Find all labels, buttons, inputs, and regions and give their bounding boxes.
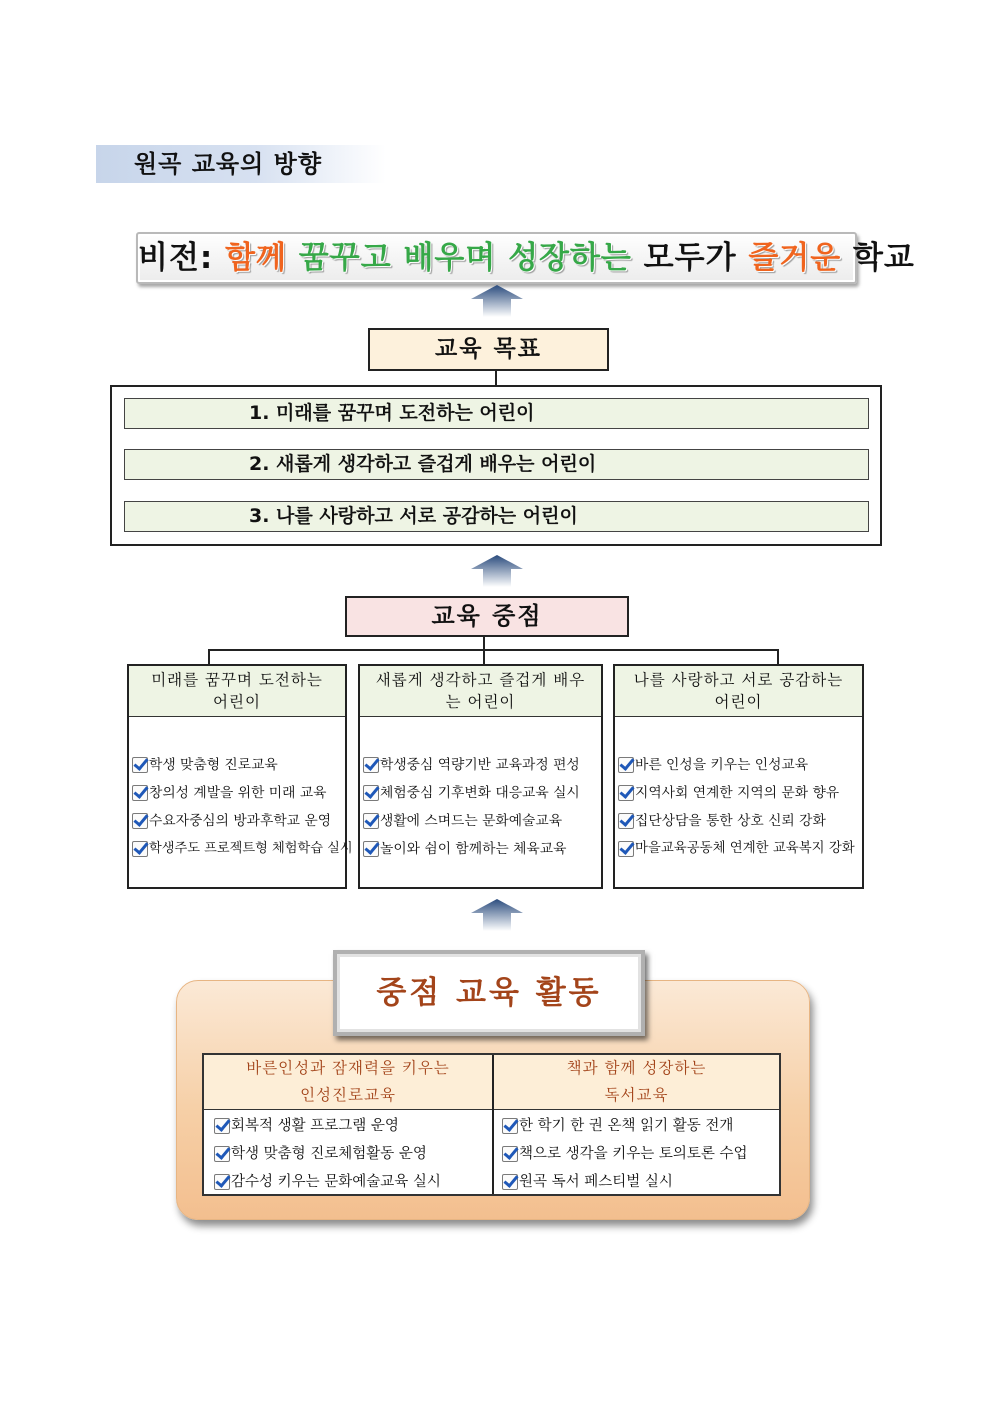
vision-word-grow: 성장하는	[508, 240, 632, 276]
checkbox-checked-icon	[132, 841, 148, 857]
list-item	[214, 1168, 441, 1196]
list-item-text: 학생주도 프로젝트형 체험학습 실시	[149, 841, 353, 856]
list-item	[618, 807, 862, 835]
focus-column-1	[127, 664, 353, 889]
column-head-line: 인성진로교육	[300, 1086, 396, 1104]
vision-label: 비전:	[138, 240, 214, 276]
list-item-text: 학생 맞춤형 진로체험활동 운영	[231, 1146, 427, 1162]
list-item-text: 집단상담을 통한 상호 신뢰 강화	[635, 813, 826, 829]
vision-word-joyful: 즐거운	[748, 240, 842, 276]
list-item	[132, 779, 345, 807]
column-head-line: 독서교육	[604, 1086, 669, 1104]
vision-word-learn: 배우며	[403, 240, 497, 276]
activities-title: 중점 교육 활동	[333, 950, 645, 1036]
vision-word-school: 학교	[852, 240, 915, 276]
vision-word-everyone: 모두가	[643, 240, 737, 276]
activities-list-1	[214, 1112, 441, 1196]
list-item	[363, 807, 601, 835]
list-item	[502, 1168, 748, 1196]
checkbox-checked-icon	[214, 1146, 230, 1162]
list-item-text: 한 학기 한 권 온책 읽기 활동 전개	[519, 1118, 734, 1134]
goal-item-2: 2. 새롭게 생각하고 즐겁게 배우는 어린이	[124, 449, 869, 480]
list-item	[618, 751, 862, 779]
focus-column-2	[358, 664, 603, 889]
section-title: 원곡 교육의 방향	[96, 145, 386, 183]
column-head-line: 바른인성과 잠재력을 키우는	[246, 1059, 450, 1077]
vision-word-together: 함께	[225, 240, 287, 276]
focus-header: 교육 중점	[345, 596, 629, 637]
list-item-text: 체험중심 기후변화 대응교육 실시	[380, 785, 580, 801]
column-head-line: 책과 함께 성장하는	[566, 1059, 707, 1077]
checkbox-checked-icon	[132, 785, 148, 801]
list-item-text: 생활에 스며드는 문화예술교육	[380, 813, 563, 829]
connector-line	[208, 649, 779, 651]
list-item-text: 감수성 키우는 문화예술교육 실시	[231, 1174, 441, 1190]
checkbox-checked-icon	[214, 1174, 230, 1190]
connector-line	[483, 649, 485, 665]
vision-word-dream: 꿈꾸고	[298, 240, 392, 276]
list-item	[132, 835, 353, 863]
list-item-text: 회복적 생활 프로그램 운영	[231, 1118, 399, 1134]
activities-list-2	[502, 1112, 748, 1196]
list-item	[214, 1112, 441, 1140]
activities-table	[202, 1053, 781, 1196]
checkbox-checked-icon	[214, 1118, 230, 1134]
list-item-text: 원곡 독서 페스티벌 실시	[519, 1174, 673, 1190]
list-item	[214, 1140, 441, 1168]
list-item	[618, 779, 862, 807]
focus-column-head: 새롭게 생각하고 즐겁게 배우는 어린이	[360, 666, 601, 717]
list-item	[363, 779, 601, 807]
connector-line	[777, 649, 779, 665]
checkbox-checked-icon	[618, 785, 634, 801]
list-item-text: 마을교육공동체 연계한 교육복지 강화	[635, 841, 855, 856]
focus-column-3	[613, 664, 864, 889]
checkbox-checked-icon	[618, 813, 634, 829]
checkbox-checked-icon	[132, 813, 148, 829]
checkbox-checked-icon	[618, 841, 634, 857]
list-item	[132, 807, 345, 835]
up-arrow-icon	[467, 897, 527, 933]
goal-item-3: 3. 나를 사랑하고 서로 공감하는 어린이	[124, 501, 869, 532]
focus-list	[618, 751, 862, 863]
vision-banner	[136, 232, 915, 284]
checkbox-checked-icon	[502, 1118, 518, 1134]
list-item-text: 놀이와 쉼이 함께하는 체육교육	[380, 841, 567, 857]
focus-column-head: 나를 사랑하고 서로 공감하는 어린이	[615, 666, 862, 717]
goal-header: 교육 목표	[368, 328, 609, 371]
focus-column-head: 미래를 꿈꾸며 도전하는 어린이	[129, 666, 345, 717]
list-item	[502, 1140, 748, 1168]
list-item	[502, 1112, 748, 1140]
checkbox-checked-icon	[618, 757, 634, 773]
checkbox-checked-icon	[502, 1146, 518, 1162]
checkbox-checked-icon	[363, 813, 379, 829]
list-item-text: 수요자중심의 방과후학교 운영	[149, 813, 332, 829]
list-item-text: 학생 맞춤형 진로교육	[149, 757, 278, 773]
connector-line	[495, 371, 497, 386]
checkbox-checked-icon	[132, 757, 148, 773]
list-item	[363, 751, 601, 779]
connector-line	[208, 649, 210, 665]
up-arrow-icon	[467, 283, 527, 319]
list-item	[363, 835, 601, 863]
list-item	[132, 751, 345, 779]
checkbox-checked-icon	[363, 757, 379, 773]
focus-list	[132, 751, 353, 863]
list-item-text: 학생중심 역량기반 교육과정 편성	[380, 757, 580, 773]
list-item-text: 창의성 계발을 위한 미래 교육	[149, 785, 327, 801]
list-item-text: 지역사회 연계한 지역의 문화 향유	[635, 785, 840, 801]
checkbox-checked-icon	[502, 1174, 518, 1190]
focus-list	[363, 751, 601, 863]
goal-item-1: 1. 미래를 꿈꾸며 도전하는 어린이	[124, 398, 869, 429]
checkbox-checked-icon	[363, 841, 379, 857]
list-item-text: 책으로 생각을 키우는 토의토론 수업	[519, 1146, 748, 1162]
list-item-text: 바른 인성을 키우는 인성교육	[635, 757, 809, 773]
activities-column-head-1	[204, 1055, 492, 1110]
list-item	[618, 835, 862, 863]
activities-column-head-2	[494, 1055, 779, 1110]
up-arrow-icon	[467, 553, 527, 589]
checkbox-checked-icon	[363, 785, 379, 801]
